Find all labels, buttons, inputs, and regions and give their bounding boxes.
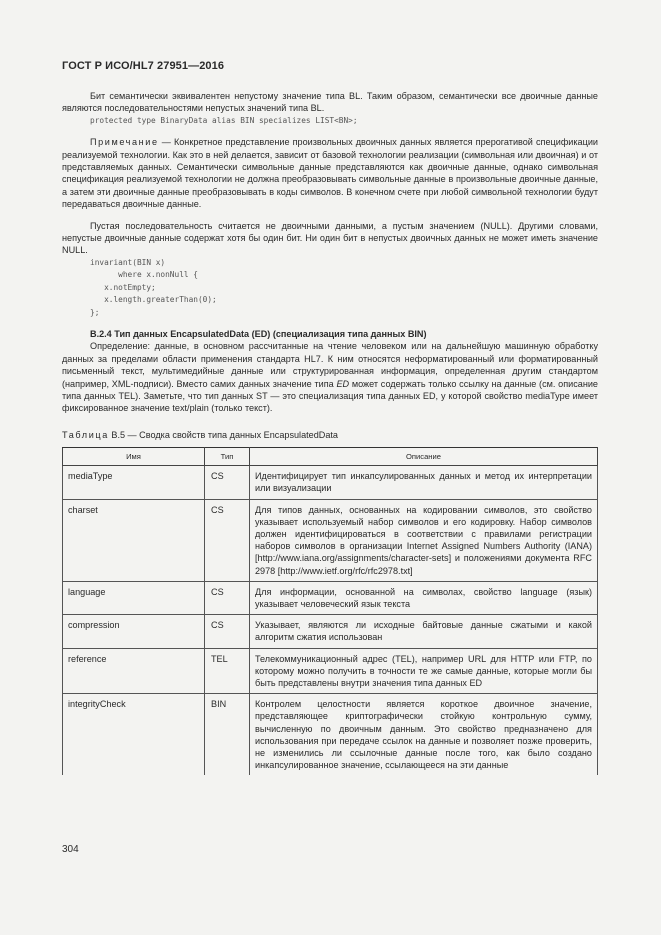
paragraph-definition bbox=[62, 340, 598, 414]
cell-type: CS bbox=[205, 499, 250, 581]
definition-part-b: может содержать только ссылку на данные (см. описание типа данных TEL). Заметьте, что тип данных ST — это специализация типа данных ED, у которой свойство mediaType имеет фиксированное значение text/plain (только текст). bbox=[62, 378, 598, 414]
table-row bbox=[63, 615, 598, 648]
properties-table bbox=[62, 447, 598, 775]
table-header-row bbox=[63, 448, 598, 466]
paragraph-empty-sequence: Пустая последовательность считается не двоичными данными, а пустым значением (NULL). Другими словами, непустые двоичные данные содержат хотя бы один бит. Ни один бит в непустых двоичных данных не может иметь значение NULL. bbox=[62, 220, 598, 256]
header-name: Имя bbox=[63, 448, 205, 466]
cell-name: integrityCheck bbox=[63, 694, 205, 776]
cell-description: Для типов данных, основанных на кодировании символов, это свойство указывает используемый набор символов и его кодировку. Набор символов должен идентифицироваться в соответствии с правилами регистрации наборов символов в организации Internet Assigned Numbers Authority (IANA) [http://www.iana.org/assignments/character-sets] и положениями документа RFC 2978 [http://www.ietf.org/rfc/rfc2978.txt] bbox=[250, 499, 598, 581]
cell-name: compression bbox=[63, 615, 205, 648]
cell-name: reference bbox=[63, 648, 205, 694]
cell-type: CS bbox=[205, 581, 250, 614]
cell-name: charset bbox=[63, 499, 205, 581]
cell-description: Указывает, являются ли исходные байтовые данные сжатыми и какой алгоритм сжатия использован bbox=[250, 615, 598, 648]
document-header: ГОСТ Р ИСО/HL7 27951—2016 bbox=[62, 60, 225, 72]
cell-description: Контролем целостности является короткое двоичное значение, представляющее криптографически стойкую контрольную сумму, вычисленную по двоичным данным. Это свойство предназначено для использования при передаче ссылок на данные и позволяет позже проверить, не изменились ли ссылочные данные после того, как было создано инкапсулированное значение, ссылающееся на эти данные bbox=[250, 694, 598, 776]
page-content bbox=[62, 90, 598, 775]
paragraph-bit: Бит семантически эквивалентен непустому значение типа BL. Таким образом, семантически все двоичные данные являются последовательностями непустых значений типа BL. bbox=[62, 91, 598, 114]
definition-part-a: Определение: данные, в основном рассчитанные на чтение человеком или на дальнейшую машинную обработку данных за пределами области применения стандарта HL7. К ним относятся неформатированный или форматированный письменный текст, мультимедийные данные или структурированная информация, определенная другим стандартом (например, XML-подписи). Вместо самих данных значение типа bbox=[62, 341, 598, 389]
cell-description: Для информации, основанной на символах, свойство language (язык) указывает человеческий язык текста bbox=[250, 581, 598, 614]
cell-description: Идентифицирует тип инкапсулированных данных и метод их интерпретации или визуализации bbox=[250, 466, 598, 499]
cell-name: mediaType bbox=[63, 466, 205, 499]
page-number: 304 bbox=[62, 844, 79, 855]
table-caption-text: В.5 — Сводка свойств типа данных EncapsulatedData bbox=[108, 429, 338, 440]
code-binarydata: protected type BinaryData alias BIN specializes LIST<BN>; bbox=[90, 115, 358, 125]
table-caption-label: Таблица bbox=[62, 429, 109, 440]
table-row bbox=[63, 499, 598, 581]
note-paragraph bbox=[62, 136, 598, 210]
table-row bbox=[63, 581, 598, 614]
note-text: — Конкретное представление произвольных двоичных данных является прерогативой спецификации реализуемой технологии. Как это в ней делается, зависит от базовой технологии реализации (символьная или двоичная) и от представляемых данных. Семантически символьные данные представляются как двоичные данные, однако символьная спецификация реализуемой технологии не должна преобразовывать символьные данные в произвольные двоичные данные, а затем эти двоичные данные преобразовывать в коды символов. В конечном счете при любой символьной технологии будут передаваться двоичные данные. bbox=[62, 137, 598, 210]
cell-type: BIN bbox=[205, 694, 250, 776]
table-row bbox=[63, 648, 598, 694]
section-title: В.2.4 Тип данных EncapsulatedData (ED) (специализация типа данных BIN) bbox=[90, 328, 427, 339]
code-invariant: invariant(BIN x) where x.nonNull { x.notEmpty; x.length.greaterThan(0); }; bbox=[90, 257, 217, 317]
table-row bbox=[63, 694, 598, 776]
cell-type: CS bbox=[205, 615, 250, 648]
cell-type: TEL bbox=[205, 648, 250, 694]
note-label: Примечание bbox=[90, 137, 159, 148]
table-caption bbox=[62, 429, 598, 441]
cell-name: language bbox=[63, 581, 205, 614]
cell-description: Телекоммуникационный адрес (TEL), например URL для HTTP или FTP, по которому можно получить в точности те же самые данные, которые могли бы быть представлены внутри значения типа данных ED bbox=[250, 648, 598, 694]
cell-type: CS bbox=[205, 466, 250, 499]
header-description: Описание bbox=[250, 448, 598, 466]
definition-ed: ED bbox=[336, 378, 350, 389]
header-type: Тип bbox=[205, 448, 250, 466]
table-row bbox=[63, 466, 598, 499]
